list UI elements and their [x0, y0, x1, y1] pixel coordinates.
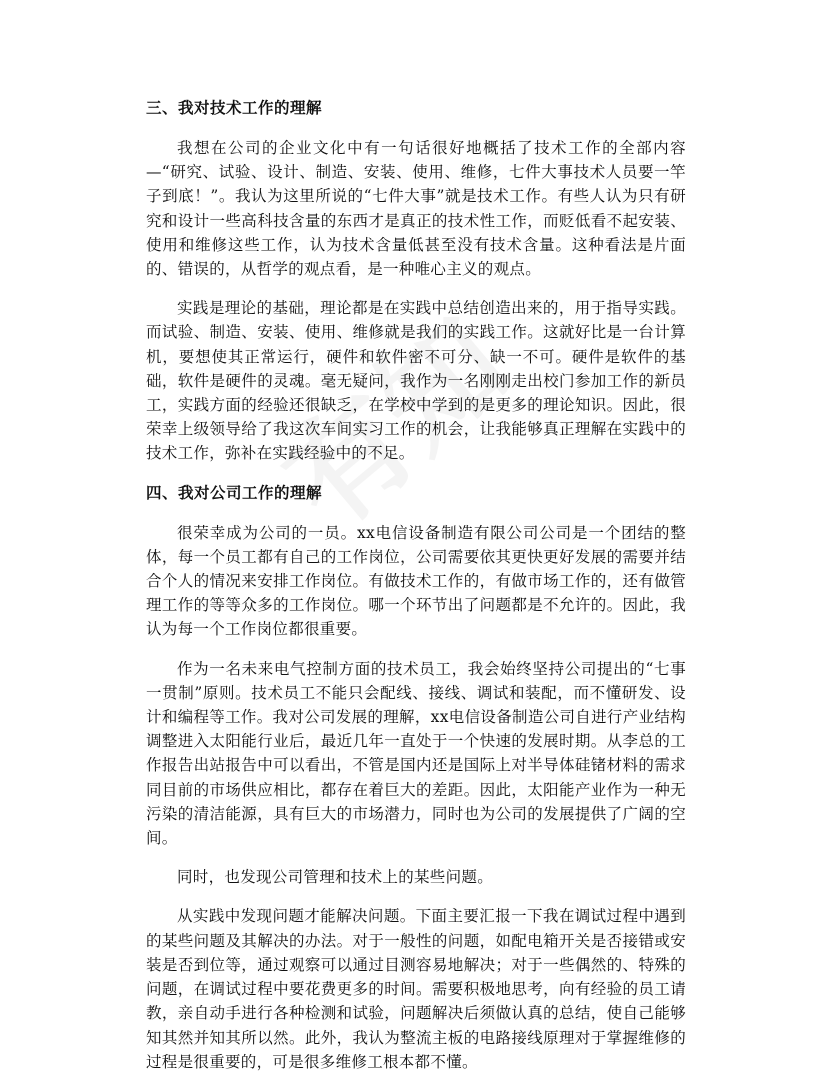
- paragraph: 作为一名未来电气控制方面的技术员工，我会始终坚持公司提出的“七事一贯制”原则。技术员工不能只会配线、接线、调试和装配，而不懂研发、设计和编程等工作。我对公司发展的理解，xx电信设备制造公司自进行产业结构调整进入太阳能行业后，最近几年一直处于一个快速的发展时期。从李总的工作报告出站报告中可以看出，不管是国内还是国际上对半导体硅锗材料的需求同目前的市场供应相比，都存在着巨大的差距。因此，太阳能产业作为一种无污染的清洁能源，具有巨大的市场潜力，同时也为公司的发展提供了广阔的空间。: [146, 659, 686, 848]
- paragraph: 从实践中发现问题才能解决问题。下面主要汇报一下我在调试过程中遇到的某些问题及其解决的办法。对于一般性的问题，如配电箱开关是否接错或安装是否到位等，通过观察可以通过目测容易地解决；对于一些偶然的、特殊的问题，在调试过程中要花费更多的时间。需要积极地思考，向有经验的员工请教，亲自动手进行各种检测和试验，问题解决后须做认真的总结，使自己能够知其然并知其所以然。此外，我认为整流主板的电路接线原理对于掌握维修的过程是很重要的，可是很多维修工根本都不懂。: [146, 907, 686, 1071]
- paragraph: 同时，也发现公司管理和技术上的某些问题。: [177, 868, 494, 887]
- paragraph: 很荣幸成为公司的一员。xx电信设备制造有限公司公司是一个团结的整体，每一个员工都有自己的工作岗位，公司需要依其更快更好发展的需要并结合个人的情况来安排工作岗位。有做技术工作的，有做市场工作的，还有做管理工作的等等众多的工作岗位。哪一个环节出了问题都是不允许的。因此，我认为每一个工作岗位都很重要。: [146, 523, 686, 639]
- paragraph: 实践是理论的基础，理论都是在实践中总结创造出来的，用于指导实践。而试验、制造、安装、使用、维修就是我们的实践工作。这就好比是一台计算机，要想使其正常运行，硬件和软件密不可分、缺一不可。硬件是软件的基础，软件是硬件的灵魂。毫无疑问，我作为一名刚刚走出校门参加工作的新员工，实践方面的经验还很缺乏，在学校中学到的是更多的理论知识。因此，很荣幸上级领导给了我这次车间实习工作的机会，让我能够真正理解在实践中的技术工作，弥补在实践经验中的不足。: [146, 299, 686, 463]
- document-body: [146, 96, 686, 1089]
- section-heading-company-work: 四、我对公司工作的理解: [146, 482, 323, 502]
- section-heading-technical-work: 三、我对技术工作的理解: [146, 98, 323, 117]
- paragraph: 我想在公司的企业文化中有一句话很好地概括了技术工作的全部内容—“研究、试验、设计、制造、安装、使用、维修，七件大事技术人员要一竿子到底！”。我认为这里所说的“七件大事”就是技术工作。有些人认为只有研究和设计一些高科技含量的东西才是真正的技术性工作，而贬低看不起安装、使用和维修这些工作，认为技术含量低甚至没有技术含量。这种看法是片面的、错误的，从哲学的观点看，是一种唯心主义的观点。: [146, 139, 686, 279]
